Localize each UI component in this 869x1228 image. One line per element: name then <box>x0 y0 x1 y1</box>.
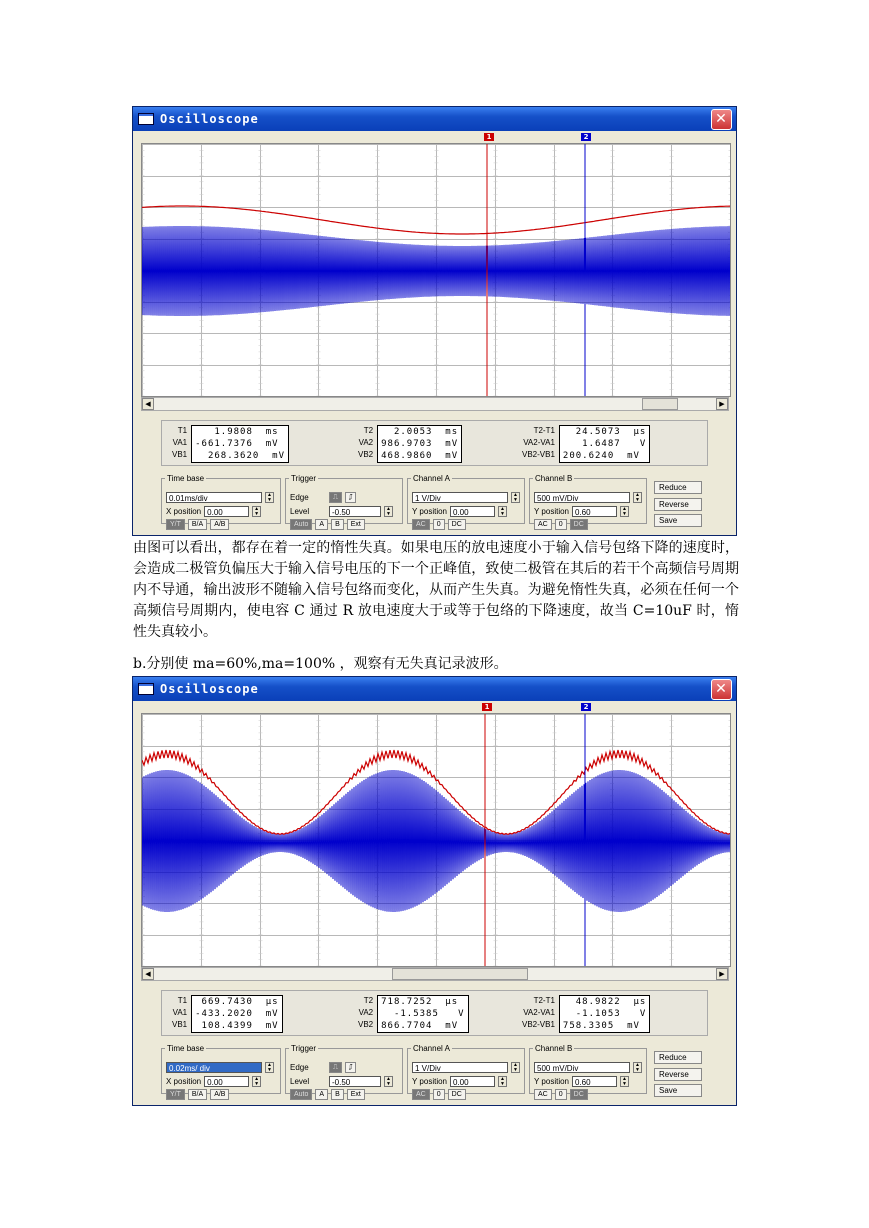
channel-a-dc-button[interactable]: DC <box>448 1089 466 1100</box>
channel-a-dc-button[interactable]: DC <box>448 519 466 530</box>
readout-values-1: 1.9808 ms -661.7376 mV 268.3620 mV <box>191 425 289 463</box>
channel-b-dc-button[interactable]: DC <box>570 1089 588 1100</box>
readout-labels-1: T1 VA1 VB1 <box>172 996 188 1029</box>
channel-a-ac-button[interactable]: AC <box>412 1089 430 1100</box>
title-bar[interactable] <box>133 677 736 701</box>
reverse-button[interactable]: Reverse <box>654 1068 702 1081</box>
channel-b-zero-button[interactable]: 0 <box>555 519 567 530</box>
channel-a-zero-button[interactable]: 0 <box>433 519 445 530</box>
oscilloscope-window-1 <box>132 106 737 536</box>
readout-labels-1: T1 VA1 VB1 <box>172 426 188 459</box>
cursor-1-marker[interactable]: 1 <box>482 703 492 711</box>
control-panel <box>161 474 708 532</box>
timebase-spinner-icon[interactable]: ▲ ▼ <box>265 1062 274 1073</box>
channel-b-scale-field[interactable]: 500 mV/Div <box>534 1062 630 1073</box>
x-position-field[interactable]: 0.00 <box>204 506 249 517</box>
channel-b-group: Channel B 500 mV/Div ▲ ▼ Y position 0.60 ▲ ▼ AC 0 DC <box>529 474 647 524</box>
trigger-group: Trigger Edge ⎍ ⎎ Level -0.50 ▲ ▼ Auto A B Ext <box>285 1044 403 1094</box>
readout-labels-3: T2-T1 VA2-VA1 VB2-VB1 <box>522 996 555 1029</box>
channel-a-group: Channel A 1 V/Div ▲ ▼ Y position 0.00 ▲ ▼ AC 0 DC <box>407 1044 525 1094</box>
scroll-left-arrow-icon[interactable]: ◀ <box>142 968 154 980</box>
channel-a-ypos-spinner-icon[interactable]: ▲ ▼ <box>498 506 507 517</box>
trigger-a-button[interactable]: A <box>315 519 328 530</box>
readout-values-3: 24.5073 µs 1.6487 V 200.6240 mV <box>559 425 650 463</box>
timebase-scale-field[interactable]: 0.01ms/div <box>166 492 262 503</box>
channel-b-ypos-field[interactable]: 0.60 <box>572 506 617 517</box>
mode-ab-button[interactable]: A/B <box>210 1089 229 1100</box>
mode-ab-button[interactable]: A/B <box>210 519 229 530</box>
paragraph-analysis: 由图可以看出，都存在着一定的惰性失真。如果电压的放电速度小于输入信号包络下降的速度时，会造成二极管负偏压大于输入信号电压的下一个正峰值，致使二极管在其后的若干个高频信号周期内不导通，输出波形不随输入信号包络而变化，从而产生失真。为避免惰性失真，必须在任何一个高频信号周期内，使电容 C 通过 R 放电速度大于或等于包络的下降速度，故当 C=10uF 时，惰性失真较小。 <box>133 540 739 640</box>
mode-ba-button[interactable]: B/A <box>188 1089 207 1100</box>
x-position-spinner-icon[interactable]: ▲ ▼ <box>252 1076 261 1087</box>
timebase-spinner-icon[interactable]: ▲ ▼ <box>265 492 274 503</box>
channel-a-ypos-spinner-icon[interactable]: ▲ ▼ <box>498 1076 507 1087</box>
readout-labels-2: T2 VA2 VB2 <box>358 426 374 459</box>
rising-edge-icon[interactable]: ⎍ <box>329 492 342 503</box>
control-panel <box>161 1044 708 1102</box>
horizontal-scrollbar[interactable] <box>141 967 729 981</box>
trigger-a-button[interactable]: A <box>315 1089 328 1100</box>
channel-a-group: Channel A 1 V/Div ▲ ▼ Y position 0.00 ▲ ▼ AC 0 DC <box>407 474 525 524</box>
trigger-b-button[interactable]: B <box>331 1089 344 1100</box>
falling-edge-icon[interactable]: ⎎ <box>345 1062 357 1073</box>
cursor-2-marker[interactable]: 2 <box>581 703 591 711</box>
trigger-level-spinner-icon[interactable]: ▲ ▼ <box>384 506 393 517</box>
channel-b-zero-button[interactable]: 0 <box>555 1089 567 1100</box>
oscilloscope-screen <box>141 143 731 397</box>
cursor-1-marker[interactable]: 1 <box>484 133 494 141</box>
readout-values-1: 669.7430 µs -433.2020 mV 108.4399 mV <box>191 995 282 1033</box>
mode-ba-button[interactable]: B/A <box>188 519 207 530</box>
channel-b-scale-field[interactable]: 500 mV/Div <box>534 492 630 503</box>
trigger-ext-button[interactable]: Ext <box>347 1089 365 1100</box>
paragraph-instruction: b.分别使 ma=60%,ma=100% ，观察有无失真记录波形。 <box>133 656 508 672</box>
timebase-group: Time base 0.01ms/div ▲ ▼ X position 0.00 ▲ ▼ Y/T B/A A/B <box>161 474 281 524</box>
cursor-2-marker[interactable]: 2 <box>581 133 591 141</box>
reverse-button[interactable]: Reverse <box>654 498 702 511</box>
scroll-right-arrow-icon[interactable]: ▶ <box>716 968 728 980</box>
cursor-readout-panel <box>161 990 708 1036</box>
trigger-level-field[interactable]: -0.50 <box>329 506 381 517</box>
channel-a-scale-field[interactable]: 1 V/Div <box>412 492 508 503</box>
trigger-ext-button[interactable]: Ext <box>347 519 365 530</box>
channel-a-ypos-field[interactable]: 0.00 <box>450 1076 495 1087</box>
trigger-group: Trigger Edge ⎍ ⎎ Level -0.50 ▲ ▼ Auto A B Ext <box>285 474 403 524</box>
rising-edge-icon[interactable]: ⎍ <box>329 1062 342 1073</box>
channel-a-scale-spinner-icon[interactable]: ▲ ▼ <box>511 1062 520 1073</box>
x-position-spinner-icon[interactable]: ▲ ▼ <box>252 506 261 517</box>
save-button[interactable]: Save <box>654 1084 702 1097</box>
channel-a-ypos-field[interactable]: 0.00 <box>450 506 495 517</box>
channel-a-scale-field[interactable]: 1 V/Div <box>412 1062 508 1073</box>
reduce-button[interactable]: Reduce <box>654 481 702 494</box>
trigger-level-field[interactable]: -0.50 <box>329 1076 381 1087</box>
channel-b-ac-button[interactable]: AC <box>534 519 552 530</box>
save-button[interactable]: Save <box>654 514 702 527</box>
channel-b-ac-button[interactable]: AC <box>534 1089 552 1100</box>
channel-a-ac-button[interactable]: AC <box>412 519 430 530</box>
window-title: Oscilloscope <box>160 112 259 126</box>
channel-b-dc-button[interactable]: DC <box>570 519 588 530</box>
trigger-auto-button[interactable]: Auto <box>290 1089 312 1100</box>
timebase-scale-field[interactable]: 0.02ms/ div <box>166 1062 262 1073</box>
trigger-auto-button[interactable]: Auto <box>290 519 312 530</box>
readout-values-2: 2.0053 ms 986.9703 mV 468.9860 mV <box>377 425 462 463</box>
readout-labels-3: T2-T1 VA2-VA1 VB2-VB1 <box>522 426 555 459</box>
readout-labels-2: T2 VA2 VB2 <box>358 996 374 1029</box>
falling-edge-icon[interactable]: ⎎ <box>345 492 357 503</box>
window-icon <box>138 683 154 695</box>
mode-yt-button[interactable]: Y/T <box>166 519 185 530</box>
horizontal-scrollbar[interactable] <box>141 397 729 411</box>
scroll-left-arrow-icon[interactable]: ◀ <box>142 398 154 410</box>
reduce-button[interactable]: Reduce <box>654 1051 702 1064</box>
close-button[interactable]: ✕ <box>711 679 732 700</box>
waveform-display <box>142 144 730 396</box>
channel-b-group: Channel B 500 mV/Div ▲ ▼ Y position 0.60 ▲ ▼ AC 0 DC <box>529 1044 647 1094</box>
scroll-thumb[interactable] <box>642 398 678 410</box>
timebase-group: Time base 0.02ms/ div ▲ ▼ X position 0.00 ▲ ▼ Y/T B/A A/B <box>161 1044 281 1094</box>
title-bar[interactable] <box>133 107 736 131</box>
channel-b-ypos-spinner-icon[interactable]: ▲ ▼ <box>620 506 629 517</box>
mode-yt-button[interactable]: Y/T <box>166 1089 185 1100</box>
oscilloscope-screen <box>141 713 731 967</box>
channel-b-ypos-field[interactable]: 0.60 <box>572 1076 617 1087</box>
trigger-level-spinner-icon[interactable]: ▲ ▼ <box>384 1076 393 1087</box>
channel-b-ypos-spinner-icon[interactable]: ▲ ▼ <box>620 1076 629 1087</box>
window-title: Oscilloscope <box>160 682 259 696</box>
readout-values-2: 718.7252 µs -1.5385 V 866.7704 mV <box>377 995 468 1033</box>
oscilloscope-window-2 <box>132 676 737 1106</box>
channel-a-scale-spinner-icon[interactable]: ▲ ▼ <box>511 492 520 503</box>
channel-a-zero-button[interactable]: 0 <box>433 1089 445 1100</box>
scroll-thumb[interactable] <box>392 968 528 980</box>
cursor-readout-panel <box>161 420 708 466</box>
readout-values-3: 48.9822 µs -1.1053 V 758.3305 mV <box>559 995 650 1033</box>
close-button[interactable]: ✕ <box>711 109 732 130</box>
channel-b-scale-spinner-icon[interactable]: ▲ ▼ <box>633 492 642 503</box>
scroll-right-arrow-icon[interactable]: ▶ <box>716 398 728 410</box>
waveform-display <box>142 714 730 966</box>
trigger-b-button[interactable]: B <box>331 519 344 530</box>
x-position-field[interactable]: 0.00 <box>204 1076 249 1087</box>
window-icon <box>138 113 154 125</box>
channel-b-scale-spinner-icon[interactable]: ▲ ▼ <box>633 1062 642 1073</box>
